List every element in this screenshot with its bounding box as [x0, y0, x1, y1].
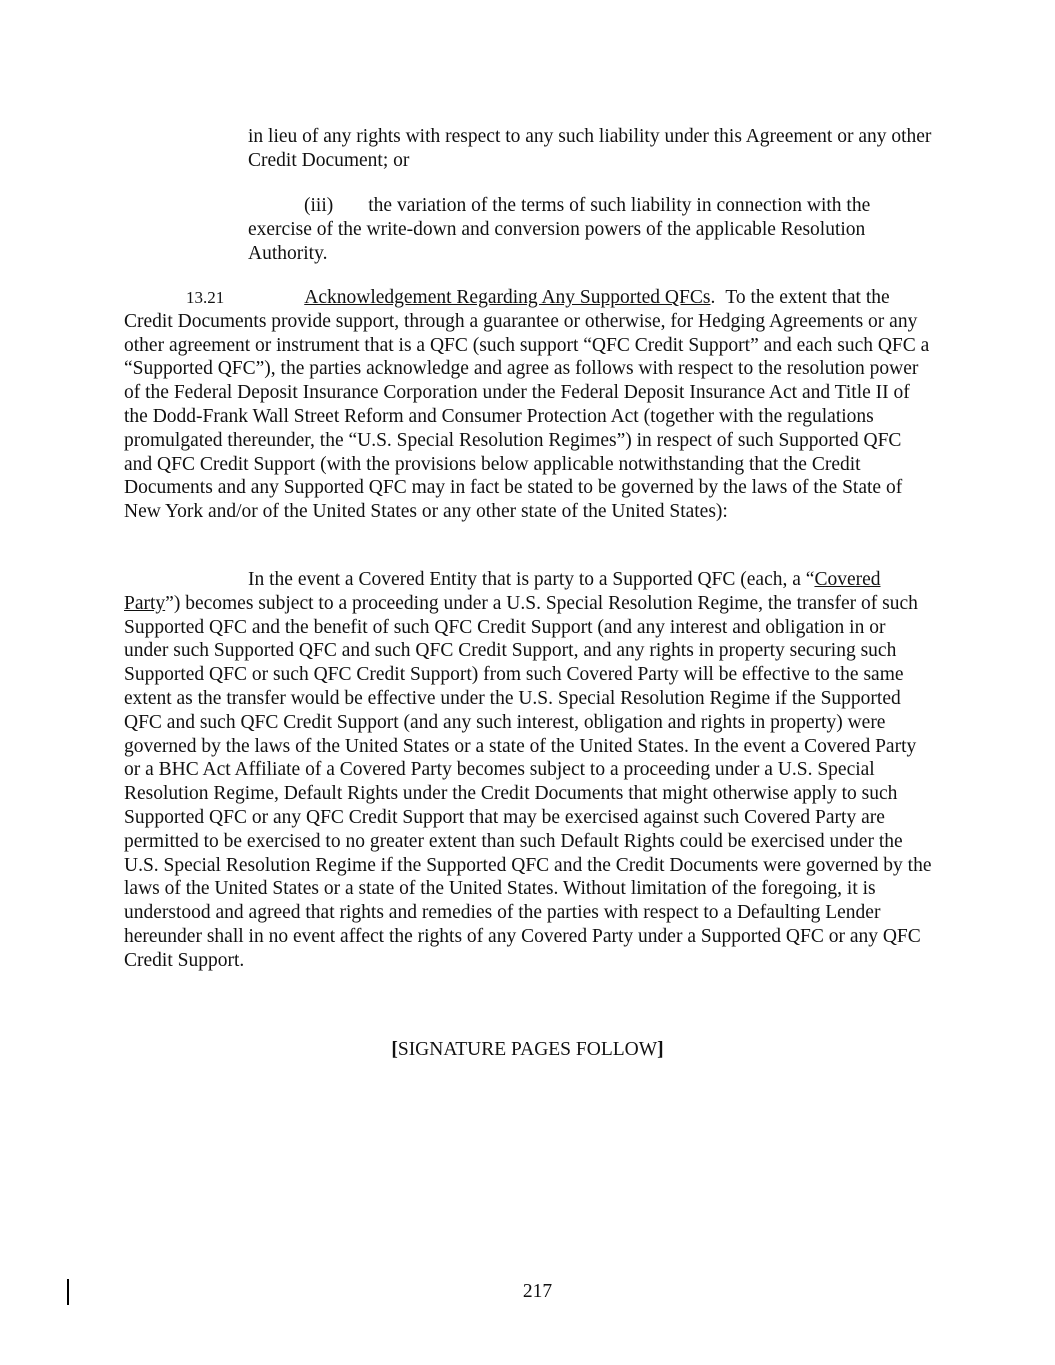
page-number: 217 — [522, 1281, 553, 1302]
continuation-text: in lieu of any rights with respect to any such liability under this Agreement or any other Credit Document; or — [248, 126, 932, 171]
covered-party-rest: ”) becomes subject to a proceeding under a U.S. Special Resolution Regime, the transfer of such Supported QFC and the benefit of such QFC Credit Support (and any interest and obligation in or under such Supported QFC and such QFC Credit Support, and any rights in property securing such Supported QFC or such QFC Credit Support) from such Covered Party will be effective to the same extent as the transfer would be effective under the U.S. Special Resolution Regime if the Supported QFC and such QFC Credit Support (and any such interest, obligation and rights in property) were governed by the laws of the United States or a state of the United States. In the event a Covered Party or a BHC Act Affiliate of a Covered Party becomes subject to a proceeding under a U.S. Special Resolution Regime, Default Rights under the Credit Documents that might otherwise apply to such Supported QFC or any QFC Credit Support that may be exercised against such Covered Party are permitted to be exercised to no greater extent than such Default Rights could be exercised under the U.S. Special Resolution Regime if the Supported QFC and the Credit Documents were governed by the laws of the United States or a state of the United States. Without limitation of the foregoing, it is understood and agreed that rights and remedies of the parties with respect to a Defaulting Lender hereunder shall in no event affect the rights of any Covered Party under a Supported QFC or any QFC Credit Support. — [124, 592, 932, 971]
section-heading: Acknowledgement Regarding Any Supported QFCs — [304, 287, 711, 308]
continuation-paragraph — [248, 125, 938, 173]
covered-party-term: Covered Party — [124, 569, 881, 614]
item-iii-marker: (iii) — [304, 195, 334, 216]
item-iii-paragraph — [248, 194, 938, 265]
section-number: 13.21 — [186, 288, 225, 307]
section-heading-period: . — [710, 287, 716, 308]
close-bracket: ] — [657, 1039, 664, 1060]
covered-party-lead: In the event a Covered Entity that is party to a Supported QFC (each, a “ — [248, 569, 815, 590]
section-body: To the extent that the Credit Documents provide support, through a guarantee or otherwise, for Hedging Agreements or any other agreement or instrument that is a QFC (such support “QFC Credit Support” and each such QFC a “Supported QFC”), the parties acknowledge and agree as follows with respect to the resolution power of the Federal Deposit Insurance Corporation under the Federal Deposit Insurance Act and Title II of the Dodd-Frank Wall Street Reform and Consumer Protection Act (together with the regulations promulgated thereunder, the “U.S. Special Resolution Regimes”) in respect of such Supported QFC and QFC Credit Support (with the provisions below applicable notwithstanding that the Credit Documents and any Supported QFC may in fact be stated to be governed by the laws of the State of New York and/or of the United States or any other state of the United States): — [124, 287, 930, 523]
section-13-21-paragraph — [124, 286, 934, 524]
signature-notice-text: SIGNATURE PAGES FOLLOW — [397, 1039, 658, 1060]
signature-pages-notice — [0, 1038, 1055, 1062]
item-iii-text: the variation of the terms of such liability in connection with the exercise of the write-down and conversion powers of the applicable Resolution Authority. — [248, 195, 871, 264]
section-tab-leader — [224, 286, 304, 310]
open-bracket: [ — [391, 1039, 398, 1060]
covered-party-paragraph — [124, 568, 934, 973]
